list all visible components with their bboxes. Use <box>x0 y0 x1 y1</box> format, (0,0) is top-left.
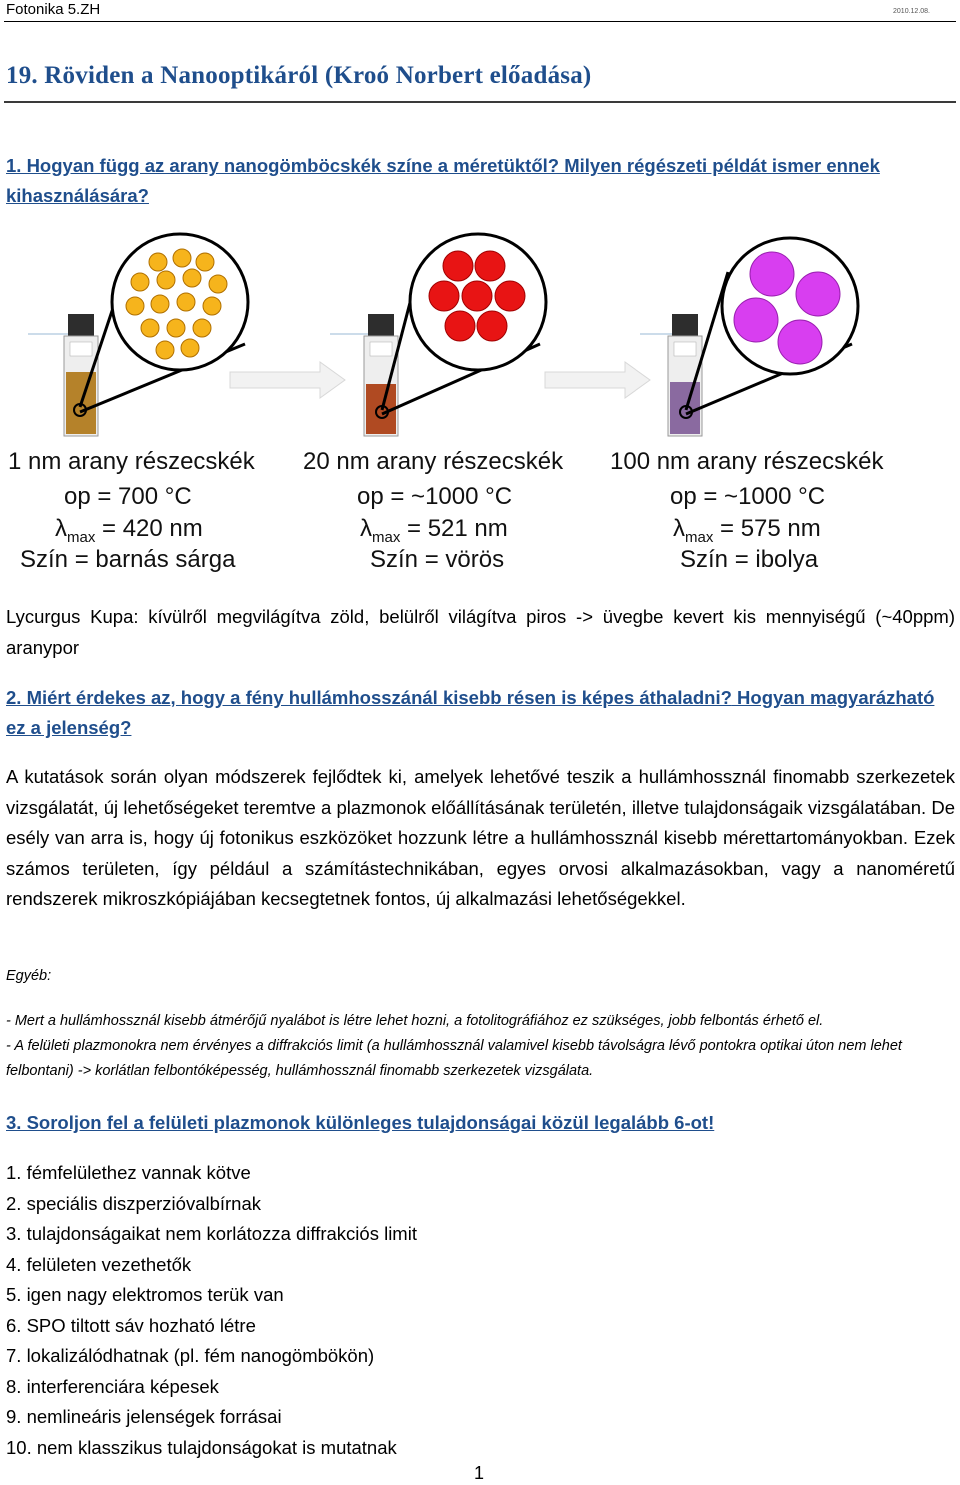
header-divider <box>4 21 956 22</box>
panel-2-lambda: $\lambda_{max} = 521$ nm <box>360 515 508 546</box>
nanoparticle <box>157 271 175 289</box>
arrow-2-icon <box>545 362 650 398</box>
magnifier-3 <box>680 238 858 418</box>
arrow-1-icon <box>230 362 345 398</box>
nanoparticle <box>796 272 840 316</box>
list-item: 4. felületen vezethetők <box>6 1253 192 1275</box>
nanoparticle <box>183 269 201 287</box>
nanoparticle <box>126 297 144 315</box>
nanoparticle <box>203 297 221 315</box>
nanoparticle <box>443 251 473 281</box>
panel-3-color: Szín = ibolya <box>680 546 819 573</box>
gold-nanoparticle-figure <box>0 232 960 582</box>
section-title: 19. Röviden a Nanooptikáról (Kroó Norbert előadása) <box>6 62 592 89</box>
magnifier-1 <box>74 234 248 416</box>
nanoparticle <box>445 311 475 341</box>
nanoparticle <box>429 281 459 311</box>
panel-1-color: Szín = barnás sárga <box>20 546 236 573</box>
panel-1-size: 1 nm arany részecskék <box>8 448 255 475</box>
page-number: 1 <box>474 1463 485 1483</box>
answer-2-paragraph: A kutatások során olyan módszerek fejlődtek ki, amelyek lehetővé teszik a hullámhossznál finomabb szerkezetek vizsgálatát, új lehetőségeket teremtve a plazmonok előállításának területén, illetve tulajdonságaik vizsgálatában. De esély van arra is, hogy új fotonikus eszközöket hozzunk létre a hullámhossznál kisebb mérettartományokban. Ezek számos területen, így például a számítástechnikában, egyes orvosi alkalmazásokban, vagy a nanoméretű rendszerek mikroszkópiájában kecsegtetnek fontos, új alkalmazási lehetőségekkel. <box>6 766 955 909</box>
nanoparticle <box>778 320 822 364</box>
list-item: 2. speciális diszperzióvalbírnak <box>6 1192 262 1214</box>
list-item: 10. nem klasszikus tulajdonságokat is mutatnak <box>6 1436 397 1458</box>
panel-3-size: 100 nm arany részecskék <box>610 448 884 475</box>
other-item-2: - A felületi plazmonokra nem érvényes a diffrakciós limit (a hullámhossznál valamivel kisebb távolságra lévő pontokra optikai úton nem lehet felbontani) -> korlátlan felbontóképesség, hullámhossznál finomabb szerkezetek vizsgálata. <box>6 1038 902 1079</box>
vial-3 <box>640 314 702 436</box>
nanoparticle <box>750 252 794 296</box>
panel-3-melting-point: op = ~1000 °C <box>670 483 826 510</box>
vial-1 <box>28 314 98 436</box>
nanoparticle <box>196 253 214 271</box>
nanoparticle <box>495 281 525 311</box>
list-item: 3. tulajdonságaikat nem korlátozza diffrakciós limit <box>6 1223 417 1244</box>
list-item: 9. nemlineáris jelenségek forrásai <box>6 1406 282 1427</box>
nanoparticle <box>131 273 149 291</box>
nanoparticle <box>193 319 211 337</box>
nanoparticle <box>177 293 195 311</box>
nanoparticle <box>209 275 227 293</box>
properties-list <box>6 1158 417 1463</box>
nanoparticle <box>141 319 159 337</box>
nanoparticle <box>734 298 778 342</box>
magnifier-2 <box>376 234 546 418</box>
nanoparticle <box>475 251 505 281</box>
list-item: 5. igen nagy elektromos terük van <box>6 1284 284 1305</box>
lycurgus-text: Lycurgus Kupa: kívülről megvilágítva zöld, belülről világítva piros -> üvegbe kevert kis mennyiségű (~40ppm) aranypor <box>6 606 955 658</box>
panel-2-melting-point: op = ~1000 °C <box>357 483 513 510</box>
nanoparticle <box>156 341 174 359</box>
panel-2-color: Szín = vörös <box>370 546 505 573</box>
nanoparticle <box>151 295 169 313</box>
nanoparticle <box>149 253 167 271</box>
panel-1-melting-point: op = 700 °C <box>64 483 192 510</box>
question-1: 1. Hogyan függ az arany nanogömböcskék színe a méretüktől? Milyen régészeti példát ismer ennek kihasználására? <box>6 155 880 206</box>
other-label: Egyéb: <box>6 968 52 984</box>
nanoparticle <box>173 249 191 267</box>
question-2: 2. Miért érdekes az, hogy a fény hullámhosszánál kisebb résen is képes áthaladni? Hogyan magyarázható ez a jelenség? <box>6 687 935 738</box>
header-title: Fotonika 5.ZH <box>6 1 101 18</box>
question-3: 3. Soroljon fel a felületi plazmonok különleges tulajdonságai közül legalább 6-ot! <box>6 1112 715 1133</box>
vial-2 <box>330 314 398 436</box>
panel-2-size: 20 nm arany részecskék <box>303 448 564 475</box>
list-item: 1. fémfelülethez vannak kötve <box>6 1162 251 1183</box>
nanoparticle <box>167 319 185 337</box>
list-item: 6. SPO tiltott sáv hozható létre <box>6 1314 256 1336</box>
nanoparticle <box>477 311 507 341</box>
list-item: 8. interferenciára képesek <box>6 1375 219 1397</box>
header-date: 2010.12.08. <box>893 8 930 15</box>
nanoparticle <box>462 281 492 311</box>
other-item-1: - Mert a hullámhossznál kisebb átmérőjű nyalábot is létre lehet hozni, a fotolitográfiához ez szükséges, jobb felbontás érhető el. <box>6 1013 824 1029</box>
panel-1-lambda: $\lambda_{max} = 420$ nm <box>55 515 203 546</box>
panel-3-lambda: $\lambda_{max} = 575$ nm <box>673 515 821 546</box>
title-divider <box>4 101 956 103</box>
list-item: 7. lokalizálódhatnak (pl. fém nanogömbökön) <box>6 1345 375 1366</box>
nanoparticle <box>181 339 199 357</box>
